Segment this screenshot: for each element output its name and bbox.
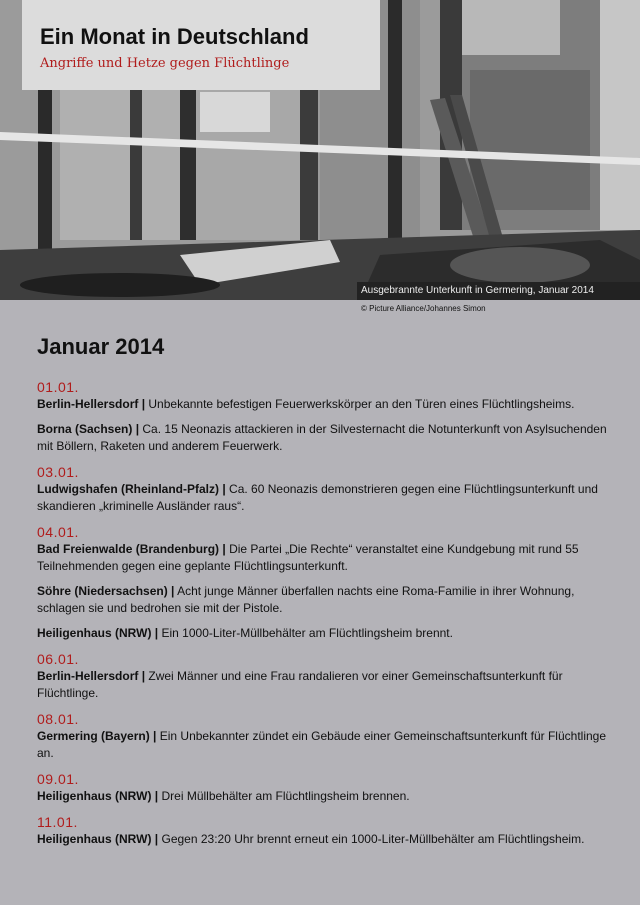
incident-item xyxy=(37,788,615,805)
day-date: 11.01. xyxy=(37,814,78,830)
day-group xyxy=(37,710,615,762)
day-date: 06.01. xyxy=(37,651,79,667)
day-group xyxy=(37,523,615,642)
incident-item xyxy=(37,481,615,515)
incident-place: Berlin-Hellersdorf | xyxy=(37,669,146,683)
incident-text: Unbekannte befestigen Feuerwerkskörper an den Türen eines Flüchtlingsheims. xyxy=(148,397,575,411)
photo-credit: © Picture Alliance/Johannes Simon xyxy=(361,304,486,313)
day-date: 04.01. xyxy=(37,524,79,540)
incident-text: Ein Unbekannter zündet ein Gebäude einer Gemeinschaftsunterkunft für Flüchtlinge an. xyxy=(37,729,607,760)
incident-place: Bad Freienwalde (Brandenburg) | xyxy=(37,542,226,556)
incident-item xyxy=(37,728,615,762)
incident-place: Heiligenhaus (NRW) | xyxy=(37,626,159,640)
month-heading: Januar 2014 xyxy=(37,334,165,359)
incident-list xyxy=(37,378,615,856)
incident-item xyxy=(37,668,615,702)
incident-item xyxy=(37,831,615,848)
incident-text: Ein 1000-Liter-Müllbehälter am Flüchtlingsheim brennt. xyxy=(161,626,453,640)
incident-item xyxy=(37,583,615,617)
day-date: 03.01. xyxy=(37,464,79,480)
incident-place: Germering (Bayern) | xyxy=(37,729,157,743)
incident-text: Acht junge Männer überfallen nachts eine Roma-Familie in ihrer Wohnung, schlagen sie und bedrohen sie mit der Pistole. xyxy=(37,584,575,615)
incident-item xyxy=(37,396,615,413)
title-box xyxy=(22,0,380,90)
incident-place: Heiligenhaus (NRW) | xyxy=(37,789,159,803)
incident-item xyxy=(37,541,615,575)
day-group xyxy=(37,813,615,848)
day-group xyxy=(37,770,615,805)
incident-text: Ca. 60 Neonazis demonstrieren gegen eine Flüchtlingsunterkunft und skandieren „kriminelle Ausländer raus“. xyxy=(37,482,598,513)
incident-place: Berlin-Hellersdorf | xyxy=(37,397,146,411)
day-group xyxy=(37,463,615,515)
incident-text: Ca. 15 Neonazis attackieren in der Silvesternacht die Notunterkunft von Asylsuchenden mit Böllern, Raketen und anderem Feuerwerk. xyxy=(37,422,607,453)
page-title: Ein Monat in Deutschland xyxy=(40,24,309,49)
incident-item xyxy=(37,421,615,455)
incident-item xyxy=(37,625,615,642)
incident-place: Söhre (Niedersachsen) | xyxy=(37,584,175,598)
day-group xyxy=(37,650,615,702)
incident-text: Zwei Männer und eine Frau randalieren vor einer Gemeinschaftsunterkunft für Flüchtlinge. xyxy=(37,669,563,700)
page-subtitle: Angriffe und Hetze gegen Flüchtlinge xyxy=(40,56,290,71)
photo-caption: Ausgebrannte Unterkunft in Germering, Januar 2014 xyxy=(357,282,640,300)
day-date: 09.01. xyxy=(37,771,79,787)
incident-place: Borna (Sachsen) | xyxy=(37,422,140,436)
incident-place: Heiligenhaus (NRW) | xyxy=(37,832,159,846)
incident-text: Gegen 23:20 Uhr brennt erneut ein 1000-Liter-Müllbehälter am Flüchtlingsheim. xyxy=(161,832,585,846)
incident-place: Ludwigshafen (Rheinland-Pfalz) | xyxy=(37,482,226,496)
day-group xyxy=(37,378,615,455)
day-date: 01.01. xyxy=(37,379,79,395)
day-date: 08.01. xyxy=(37,711,79,727)
incident-text: Drei Müllbehälter am Flüchtlingsheim brennen. xyxy=(161,789,410,803)
incident-text: Die Partei „Die Rechte“ veranstaltet eine Kundgebung mit rund 55 Teilnehmenden gegen eine geplante Flüchtlingsunterkunft. xyxy=(37,542,579,573)
